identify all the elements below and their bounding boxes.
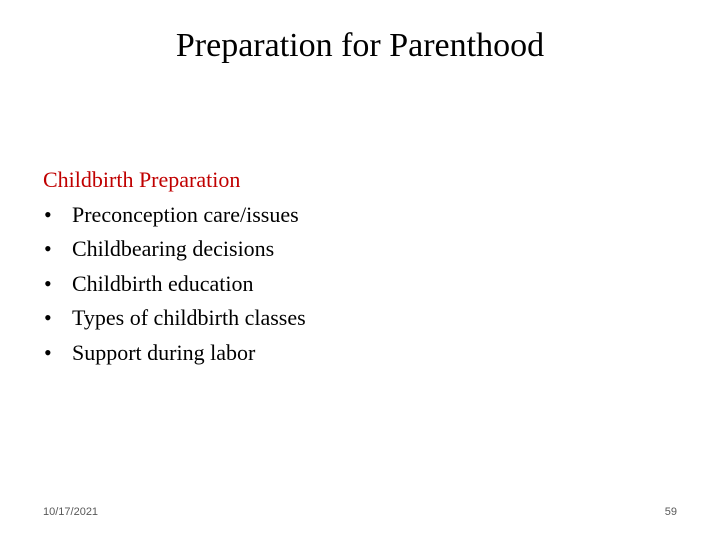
bullet-text: Childbearing decisions: [72, 236, 275, 262]
bullet-text: Support during labor: [72, 339, 256, 365]
list-item: [43, 336, 683, 371]
bullet-icon: •: [44, 305, 52, 331]
section-heading: Childbirth Preparation: [43, 167, 241, 192]
bullet-list: [43, 198, 683, 371]
slide-title: Preparation for Parenthood: [175, 27, 545, 64]
footer-date: 10/17/2021: [43, 506, 99, 518]
list-item: [43, 232, 683, 267]
bullet-text: Childbirth education: [72, 270, 254, 296]
bullet-text: Types of childbirth classes: [72, 305, 306, 331]
slide-body: [43, 163, 683, 371]
bullet-icon: •: [44, 339, 52, 365]
bullet-text: Preconception care/issues: [72, 201, 299, 227]
list-item: [43, 301, 683, 336]
bullet-icon: •: [44, 270, 52, 296]
bullet-icon: •: [44, 201, 52, 227]
list-item: [43, 198, 683, 233]
bullet-icon: •: [44, 236, 52, 262]
slide-number: 59: [664, 506, 677, 518]
list-item: [43, 267, 683, 302]
